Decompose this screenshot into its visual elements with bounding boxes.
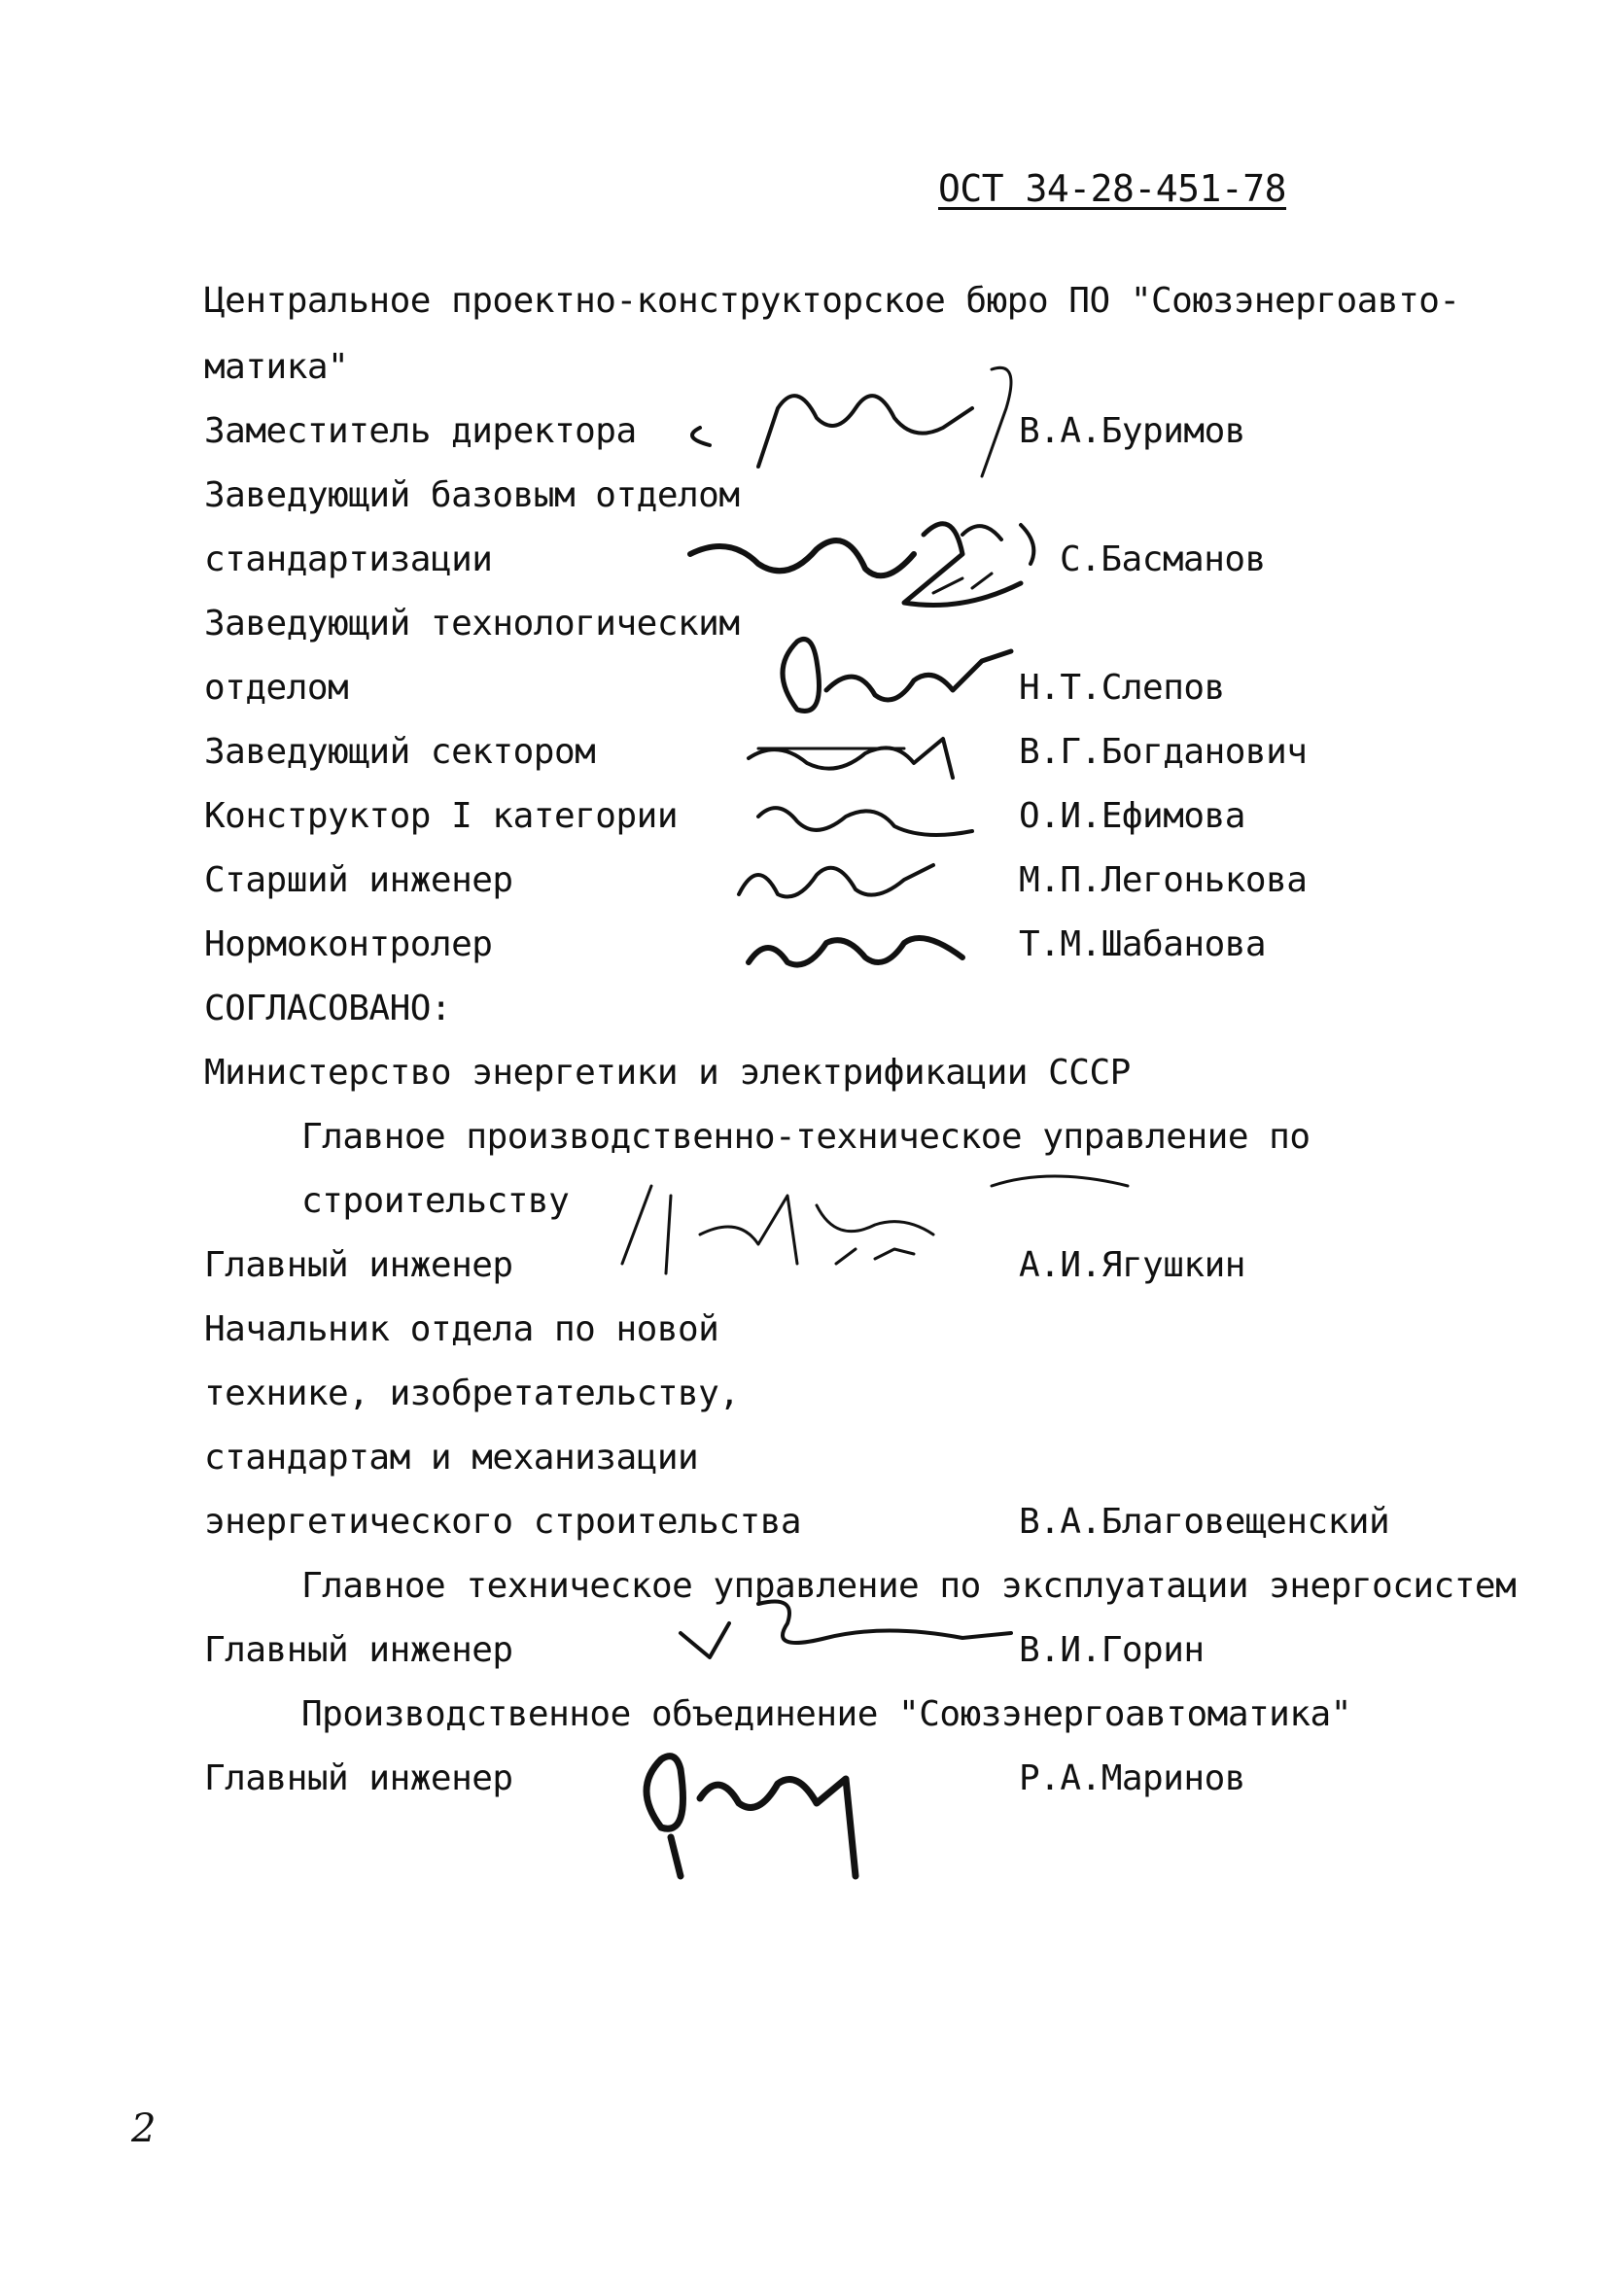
- signature-efimova-icon: [739, 787, 992, 846]
- signature-slepov-icon: [758, 622, 1031, 729]
- role-head-new-tech-2: технике, изобретательству,: [204, 1374, 740, 1413]
- role-head-standardization-2: стандартизации: [204, 539, 493, 579]
- name-slepov: Н.Т.Слепов: [1019, 668, 1225, 708]
- name-bogdanovich: В.Г.Богданович: [1019, 732, 1308, 772]
- signature-basmanov-icon: [671, 496, 1079, 622]
- name-shabanova: Т.М.Шабанова: [1019, 924, 1267, 964]
- document-code: ОСТ 34-28-451-78: [938, 167, 1287, 210]
- role-norm-controller: Нормоконтролер: [204, 924, 493, 964]
- name-yagushkin: А.И.Ягушкин: [1019, 1245, 1245, 1285]
- signature-marinov-icon: [622, 1730, 875, 1886]
- signature-bogdanovich-icon: [739, 719, 972, 787]
- role-chief-engineer-3: Главный инженер: [204, 1630, 513, 1670]
- name-burimov: В.А.Буримов: [1019, 411, 1245, 451]
- department-3-line: Производственное объединение "Союзэнергоавтоматика": [301, 1694, 1351, 1734]
- ministry-line: Министерство энергетики и электрификации СССР: [204, 1053, 1131, 1093]
- page-number: 2: [131, 2106, 156, 2151]
- name-efimova: О.И.Ефимова: [1019, 796, 1245, 836]
- signature-gorin-icon: [671, 1584, 1021, 1672]
- signature-burimov-icon: [671, 350, 1060, 486]
- org-line-2: матика": [204, 347, 349, 387]
- name-gorin: В.И.Горин: [1019, 1630, 1205, 1670]
- name-marinov: Р.А.Маринов: [1019, 1758, 1245, 1798]
- role-head-technology-2: отделом: [204, 668, 349, 708]
- role-senior-engineer: Старший инженер: [204, 860, 513, 900]
- department-1-line-1: Главное производственно-техническое управление по: [301, 1117, 1311, 1157]
- role-deputy-director: Заместитель директора: [204, 411, 637, 451]
- role-head-new-tech-3: стандартам и механизации: [204, 1438, 699, 1478]
- signature-shabanova-icon: [739, 914, 972, 982]
- role-head-standardization-1: Заведующий базовым отделом: [204, 475, 740, 515]
- role-head-new-tech-1: Начальник отдела по новой: [204, 1309, 719, 1349]
- department-2-line: Главное техническое управление по эксплуатации энергосистем: [301, 1566, 1517, 1606]
- name-blagoveshchensky: В.А.Благовещенский: [1019, 1502, 1390, 1542]
- name-legonkova: М.П.Легонькова: [1019, 860, 1308, 900]
- role-chief-engineer-4: Главный инженер: [204, 1758, 513, 1798]
- role-designer: Конструктор I категории: [204, 796, 678, 836]
- role-head-sector: Заведующий сектором: [204, 732, 596, 772]
- agreed-heading: СОГЛАСОВАНО:: [204, 989, 452, 1028]
- org-line-1: Центральное проектно-конструкторское бюро ПО "Союзэнергоавто-: [204, 281, 1460, 321]
- role-chief-engineer-1: Главный инженер: [204, 1245, 513, 1285]
- department-1-line-2: строительству: [301, 1181, 570, 1221]
- name-basmanov: С.Басманов: [1060, 539, 1266, 579]
- role-head-technology-1: Заведующий технологическим: [204, 604, 740, 644]
- signature-legonkova-icon: [719, 846, 953, 914]
- role-head-new-tech-4: энергетического строительства: [204, 1502, 802, 1542]
- signature-yagushkin-icon: [583, 1157, 1128, 1293]
